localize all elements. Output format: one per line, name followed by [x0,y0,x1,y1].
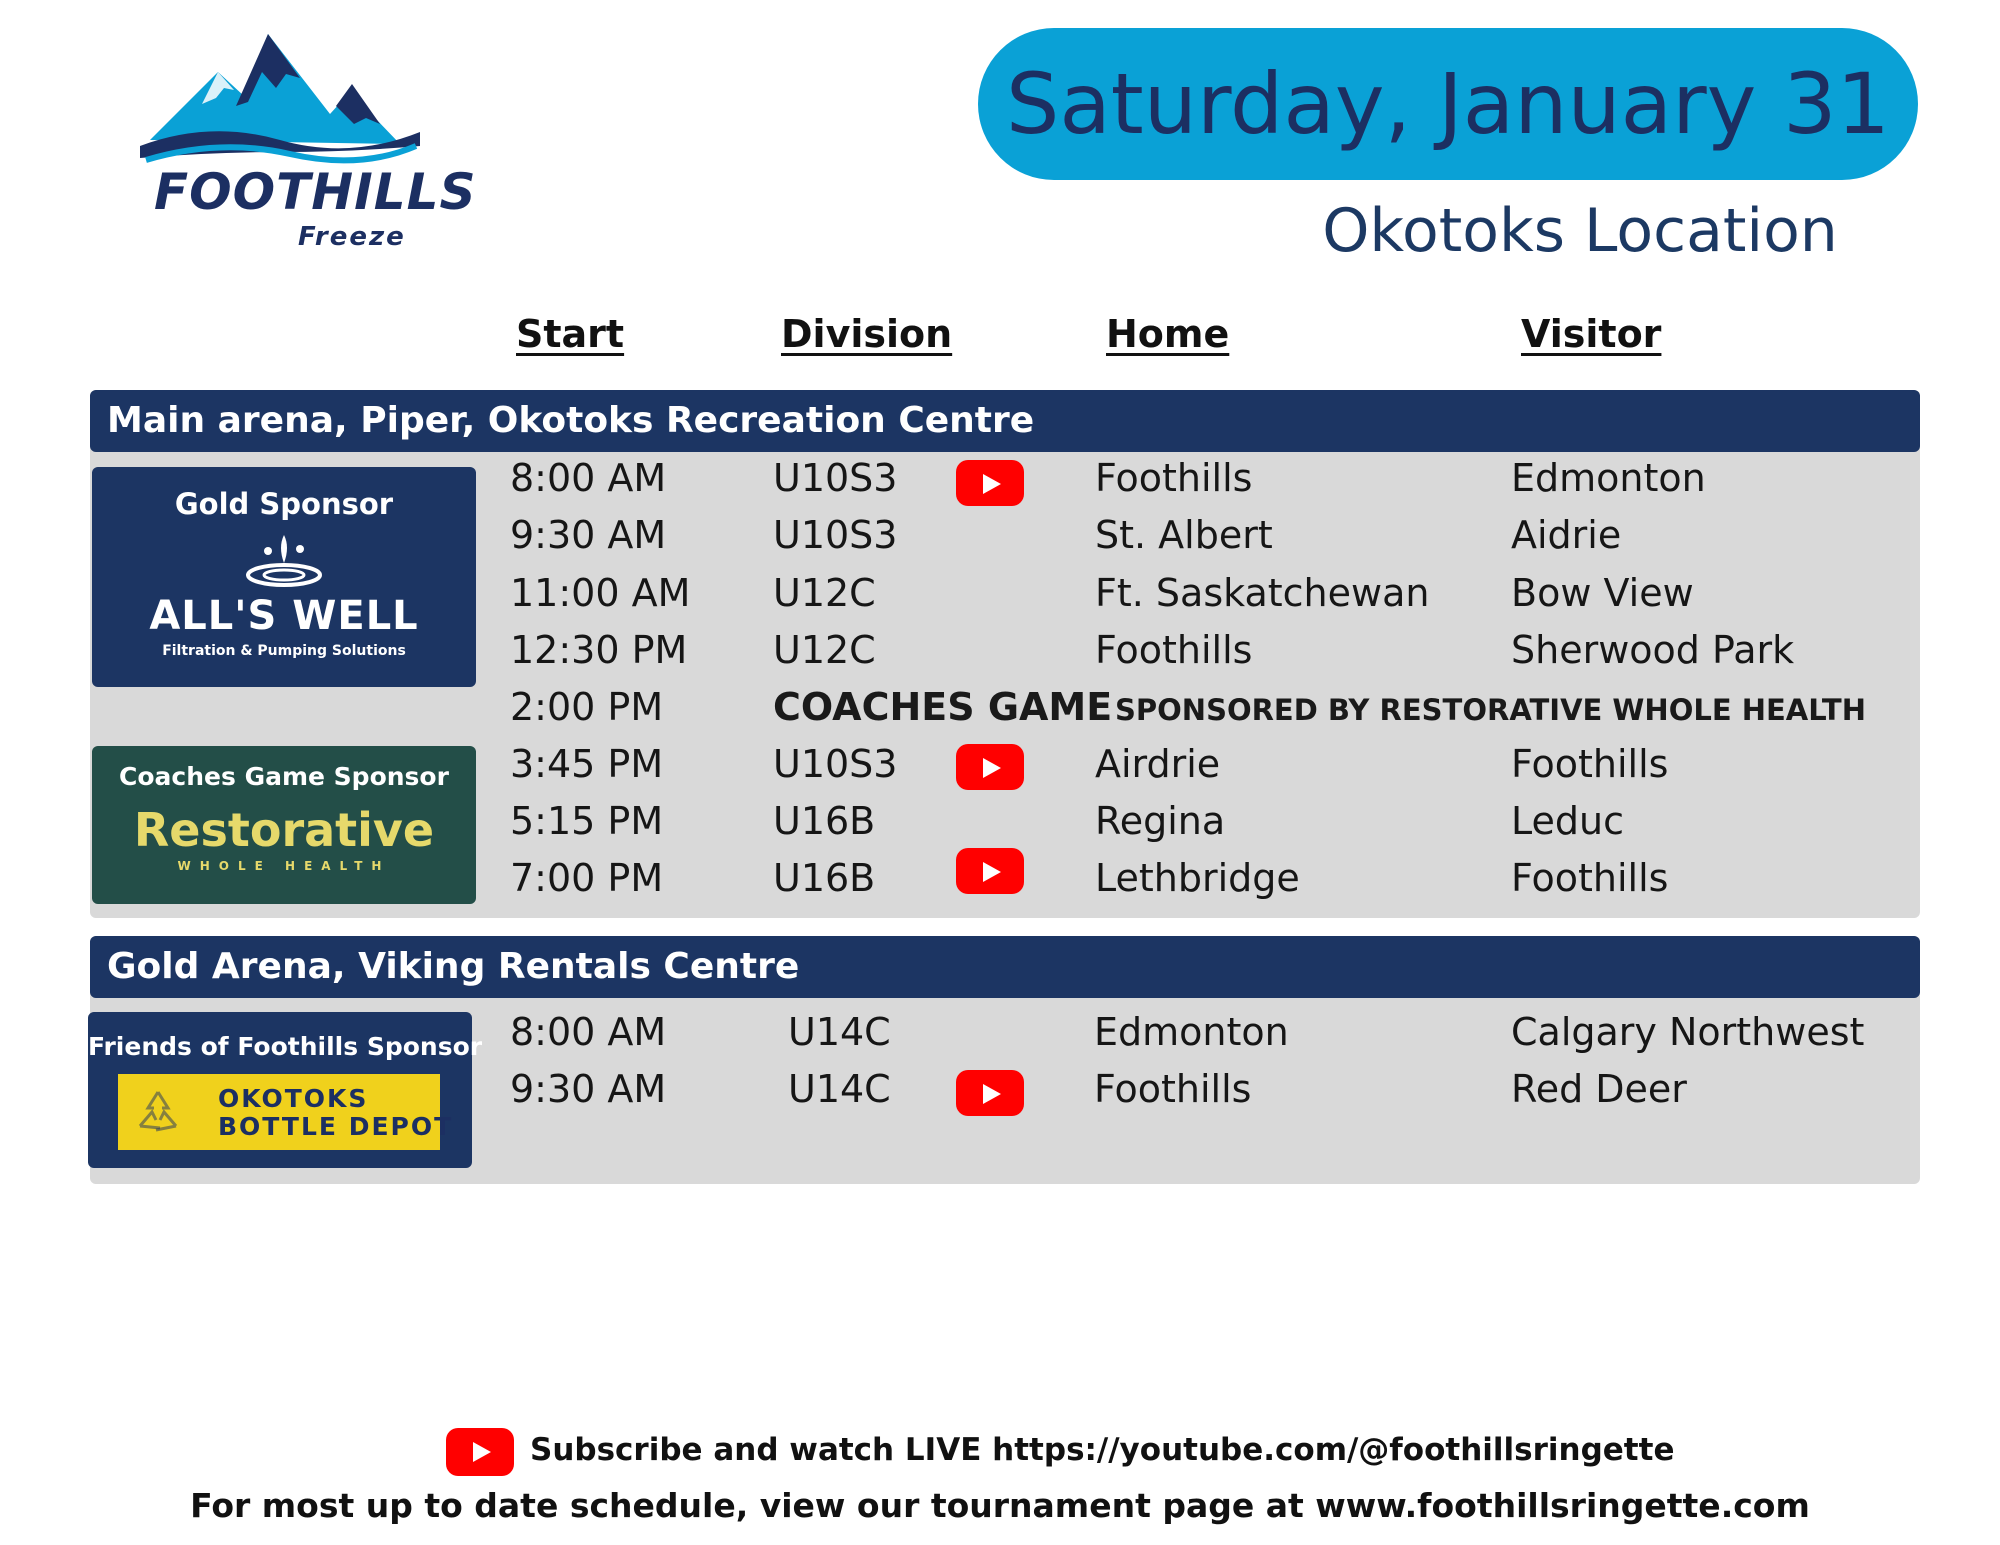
game-division: U10S3 [773,513,898,557]
game-home: Edmonton [1094,1010,1289,1054]
game-start: 2:00 PM [510,685,664,729]
game-division: U16B [773,856,876,900]
game-visitor: Aidrie [1511,513,1622,557]
sponsor-logo-tagline: WHOLE HEALTH [177,859,391,873]
schedule-section-main-arena [90,390,1920,918]
game-start: 3:45 PM [510,742,664,786]
column-header-division: Division [781,312,953,356]
game-visitor: Calgary Northwest [1511,1010,1865,1054]
youtube-icon[interactable] [446,1428,514,1476]
game-division: U12C [773,571,876,615]
game-start: 12:30 PM [510,628,688,672]
game-home: Ft. Saskatchewan [1095,571,1430,615]
water-splash-icon [244,533,324,589]
section-title: Main arena, Piper, Okotoks Recreation Centre [90,390,1920,452]
youtube-live-icon[interactable] [956,460,1024,506]
game-visitor: Bow View [1511,571,1694,615]
game-start: 11:00 AM [510,571,691,615]
coaches-game-sponsor-note: SPONSORED BY RESTORATIVE WHOLE HEALTH [1115,693,1866,727]
coaches-game-sponsor-card [92,746,476,904]
subscribe-link[interactable]: Subscribe and watch LIVE https://youtube.com/@foothillsringette [530,1432,1675,1468]
column-header-start: Start [516,312,625,356]
logo-subtitle: Freeze [298,222,406,252]
game-start: 5:15 PM [510,799,664,843]
game-home: Regina [1095,799,1226,843]
logo-wordmark: FOOTHILLS [154,163,477,221]
foothills-freeze-logo [140,28,477,252]
youtube-live-icon[interactable] [956,1070,1024,1116]
game-visitor: Foothills [1511,742,1669,786]
mountain-icon [140,28,420,168]
game-start: 9:30 AM [510,513,667,557]
game-home: Airdrie [1095,742,1221,786]
date-banner [978,28,1918,180]
game-home: Lethbridge [1095,856,1300,900]
game-home: Foothills [1095,456,1253,500]
sponsor-logo-tagline: Filtration & Pumping Solutions [162,643,406,659]
game-start: 8:00 AM [510,456,667,500]
game-start: 8:00 AM [510,1010,667,1054]
schedule-section-gold-arena [90,936,1920,1184]
section-title: Gold Arena, Viking Rentals Centre [90,936,1920,998]
column-header-visitor: Visitor [1521,312,1662,356]
recycle-icon [132,1086,184,1138]
game-division: U12C [773,628,876,672]
sponsor-label: Friends of Foothills Sponsor [88,1032,483,1061]
game-start: 9:30 AM [510,1067,667,1111]
schedule-note[interactable]: For most up to date schedule, view our tournament page at www.foothillsringette.com [190,1486,1810,1525]
game-division: U16B [773,799,876,843]
game-division: U10S3 [773,456,898,500]
sponsor-logo-name-line1: OKOTOKS [218,1084,369,1113]
game-visitor: Leduc [1511,799,1624,843]
coaches-game-label: COACHES GAME [773,685,1113,729]
game-visitor: Red Deer [1511,1067,1687,1111]
sponsor-logo-name: Restorative [133,803,435,857]
date-title: Saturday, January 31 [1006,55,1890,153]
sponsor-label: Coaches Game Sponsor [119,762,449,791]
game-home: St. Albert [1095,513,1273,557]
game-division: U14C [788,1067,891,1111]
sponsor-logo-name-line2: BOTTLE DEPOT [218,1112,454,1141]
game-visitor: Foothills [1511,856,1669,900]
youtube-live-icon[interactable] [956,744,1024,790]
sponsor-logo-badge [118,1074,454,1150]
gold-sponsor-card [92,467,476,687]
game-visitor: Edmonton [1511,456,1706,500]
sponsor-logo-name: ALL'S WELL [149,593,419,639]
game-start: 7:00 PM [510,856,664,900]
friends-sponsor-card [88,1012,483,1168]
game-home: Foothills [1095,628,1253,672]
sponsor-label: Gold Sponsor [174,487,394,521]
location-title: Okotoks Location [1322,196,1838,266]
game-home: Foothills [1094,1067,1252,1111]
youtube-live-icon[interactable] [956,848,1024,894]
game-visitor: Sherwood Park [1511,628,1795,672]
column-header-home: Home [1106,312,1230,356]
game-division: U14C [788,1010,891,1054]
game-division: U10S3 [773,742,898,786]
